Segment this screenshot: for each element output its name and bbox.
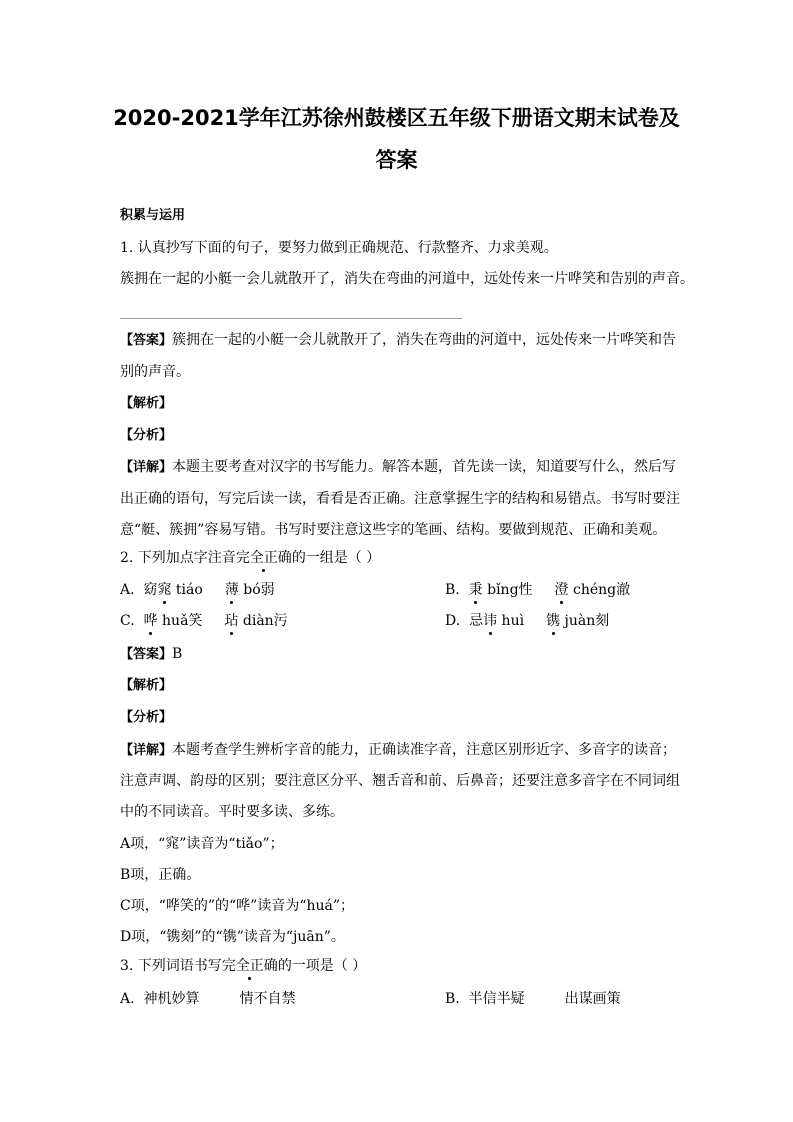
- q1-answer-cont: 别的声音。: [120, 364, 190, 380]
- q3-prompt-post: 的一项是（ ）: [277, 958, 367, 974]
- q2-jiexi-tag: 【解析】: [120, 678, 173, 693]
- option-label: D.: [445, 613, 461, 629]
- q1-jiexi-tag: 【解析】: [120, 396, 173, 411]
- q2-detail-text: 本题考查学生辨析字音的能力，正确读准字音，注意区别形近字、多音字的读音；: [172, 742, 677, 758]
- q2-option-b: [445, 580, 630, 600]
- dotted-char: 讳: [483, 613, 498, 629]
- option-word: 半信半疑: [468, 991, 525, 1007]
- q2-option-c: [120, 611, 288, 631]
- q1-detail: [120, 457, 676, 478]
- pinyin: diàn污: [242, 613, 288, 629]
- q3-option-b: [445, 989, 621, 1009]
- q2-item-b: B项，正确。: [120, 867, 201, 883]
- q3-prompt-dotted: [222, 958, 278, 974]
- pinyin: huì: [501, 613, 525, 629]
- option-label: C.: [120, 613, 135, 629]
- dotted-char: 玷: [224, 613, 239, 629]
- detail-tag: 【详解】: [120, 460, 173, 475]
- q3-prompt-pre: 3. 下列词语书写: [120, 958, 222, 974]
- q1-fenxi-tag: 【分析】: [120, 428, 173, 443]
- option-word: 出谋画策: [564, 991, 621, 1007]
- section-heading: 积累与运用: [120, 208, 186, 223]
- q1-detail-cont-1: 出正确的语句，写完后读一读，看看是否正确。注意掌握生字的结构和易错点。书写时要注: [120, 491, 680, 507]
- option-label: B.: [445, 991, 460, 1007]
- option-word: 神机妙算: [143, 991, 200, 1007]
- option-word: 情不自禁: [239, 991, 296, 1007]
- pinyin: bǐng性: [487, 582, 533, 598]
- q1-detail-cont-2: 意“艇、簇拥”容易写错。书写时要注意这些字的笔画、结构。要做到规范、正确和美观。: [120, 522, 667, 538]
- dotted-char: 窕: [157, 582, 172, 598]
- emphasis-dotted: 完全正确: [235, 550, 292, 566]
- q3-prompt: [120, 956, 366, 976]
- option-label: A.: [120, 582, 135, 598]
- q1-detail-text: 本题主要考查对汉字的书写能力。解答本题，首先读一读，知道要写什么，然后写: [172, 459, 677, 475]
- option-char: 窈: [143, 582, 158, 598]
- q1-sentence: 簇拥在一起的小艇一会儿就散开了，消失在弯曲的河道中，远处传来一片哗笑和告别的声音。: [120, 271, 694, 287]
- answer-writing-line: [120, 318, 462, 319]
- dotted-char: 哗: [143, 613, 158, 629]
- q2-item-d: D项，“镌刻”的“镌”读音为“juān”。: [120, 929, 345, 945]
- document-title-line1: 2020-2021学年江苏徐州鼓楼区五年级下册语文期末试卷及: [113, 106, 680, 130]
- q2-item-a: A项，“窕”读音为“tiǎo”；: [120, 836, 284, 852]
- answer-tag: 【答案】: [120, 333, 173, 348]
- q2-fenxi-tag: 【分析】: [120, 710, 173, 725]
- q2-detail-cont-2: 中的不同读音。平时要多读、多练。: [120, 804, 344, 820]
- q1-prompt: 1. 认真抄写下面的句子，要努力做到正确规范、行款整齐、力求美观。: [120, 240, 558, 256]
- pinyin: bó弱: [243, 582, 275, 598]
- q2-option-d: [445, 611, 609, 631]
- q1-answer: [120, 330, 676, 351]
- pinyin: tiáo: [175, 582, 203, 598]
- q2-option-a: [120, 580, 275, 600]
- option-label: A.: [120, 991, 135, 1007]
- q2-prompt-dotted: [236, 550, 292, 566]
- pinyin: juàn刻: [564, 613, 610, 629]
- q2-prompt: [120, 548, 380, 568]
- dotted-char: 薄: [224, 582, 239, 598]
- option-char: 忌: [469, 613, 484, 629]
- q2-detail: [120, 740, 676, 761]
- q2-detail-cont-1: 注意声调、韵母的区别；要注意区分平、翘舌音和前、后鼻音；还要注意多音字在不同词组: [120, 773, 680, 789]
- q2-answer-value: B: [172, 646, 183, 662]
- dotted-char: 镌: [546, 613, 561, 629]
- dotted-char: 秉: [468, 582, 483, 598]
- q2-item-c: C项，“哗笑的”的“哗”读音为“huá”；: [120, 898, 355, 914]
- document-title-line2: 答案: [375, 148, 418, 172]
- q2-prompt-pre: 2. 下列加点字注音: [120, 550, 236, 566]
- emphasis-dotted: 完全正确: [221, 958, 278, 974]
- pinyin: huǎ笑: [162, 613, 203, 629]
- detail-tag: 【详解】: [120, 743, 173, 758]
- pinyin: chéng澈: [572, 582, 631, 598]
- q2-prompt-post: 的一组是（ ）: [291, 550, 381, 566]
- q3-option-a: [120, 989, 295, 1009]
- option-label: B.: [445, 582, 460, 598]
- q2-answer: [120, 644, 182, 665]
- q1-answer-text: 簇拥在一起的小艇一会儿就散开了，消失在弯曲的河道中，远处传来一片哗笑和告: [172, 332, 677, 348]
- answer-tag: 【答案】: [120, 647, 173, 662]
- dotted-char: 澄: [554, 582, 569, 598]
